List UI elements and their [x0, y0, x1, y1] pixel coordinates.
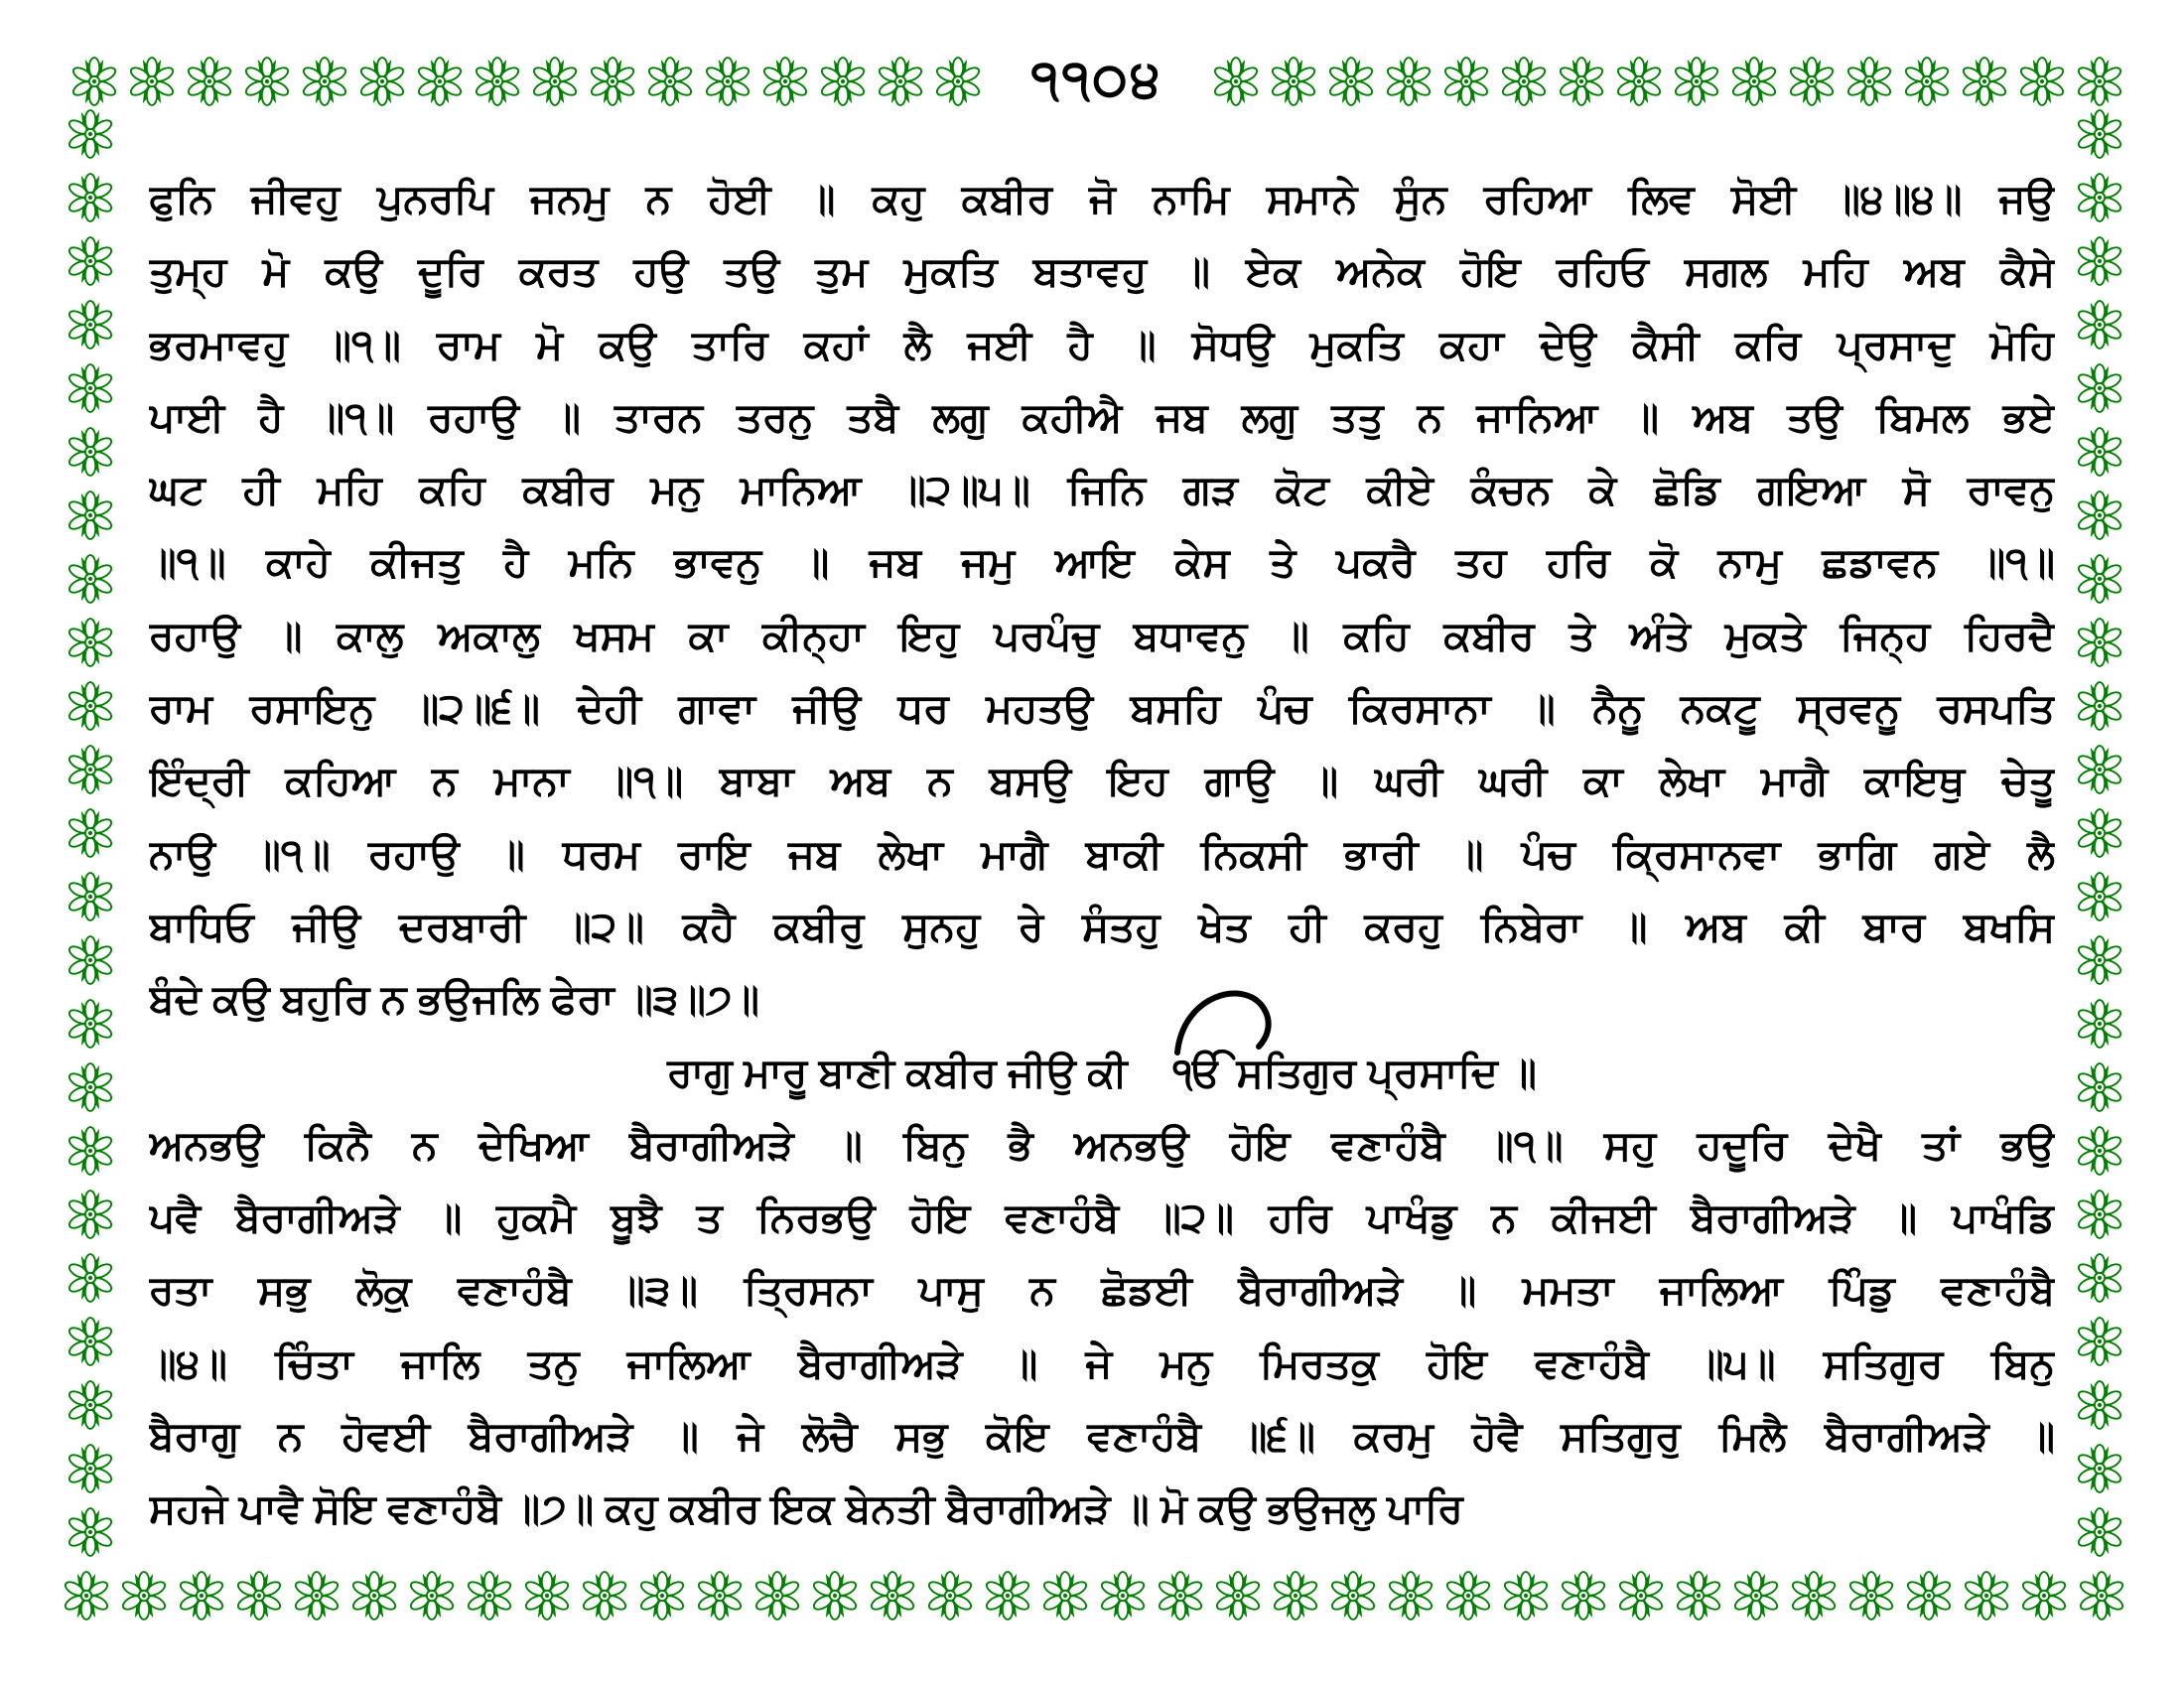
flower-icon — [1328, 1571, 1378, 1620]
text-line: ਰਾਮ ਰਸਾਇਨੁ ॥੨॥੬॥ ਦੇਹੀ ਗਾਵਾ ਜੀਉ ਧਰ ਮਹਤਉ ਬਸਹਿ ਪੰਚ ਕਿਰਸਾਨਾ ॥ ਨੈਨੂ ਨਕਟੂ ਸ੍ਰਵਨੂ ਰਸਪਤਿ — [149, 685, 2055, 732]
flower-icon — [876, 57, 925, 106]
flower-icon — [66, 363, 115, 413]
text-line: ਰਤਾ ਸਭੁ ਲੋਕੁ ਵਣਾਹੰਬੈ ॥੩॥ ਤ੍ਰਿਸਨਾ ਪਾਸੁ ਨ ਛੋਡਈ ਬੈਰਾਗੀਅੜੇ ॥ ਮਮਤਾ ਜਾਲਿਆ ਪਿੰਡੁ ਵਣਾਹੰਬੈ — [149, 1267, 2055, 1314]
flower-icon — [1672, 57, 1721, 106]
flower-icon — [530, 57, 580, 106]
flower-icon — [983, 1571, 1032, 1620]
flower-icon — [1904, 1571, 1954, 1620]
flower-icon — [62, 1571, 111, 1620]
flower-icon — [2075, 363, 2124, 413]
flower-icon — [1098, 1571, 1148, 1620]
top-right-flower-strip — [1211, 57, 2124, 106]
ik-onkar-symbol: ੴ — [1173, 1037, 1223, 1109]
flower-icon — [349, 1571, 399, 1620]
text-line: ਸਹਜੇ ਪਾਵੈ ਸੋਇ ਵਣਾਹੰਬੈ ॥੭॥ ਕਹੁ ਕਬੀਰ ਇਕ ਬੇਨਤੀ ਬੈਰਾਗੀਅੜੇ ॥ ਮੋ ਕਉ ਭਉਜਲੁ ਪਾਰਿ — [149, 1485, 1463, 1532]
flower-icon — [1614, 57, 1664, 106]
text-line: ਬੈਰਾਗੁ ਨ ਹੋਵਈ ਬੈਰਾਗੀਅੜੇ ॥ ਜੇ ਲੋਚੈ ਸਭੁ ਕੋਇ ਵਣਾਹੰਬੈ ॥੬॥ ਕਰਮੁ ਹੋਵੈ ਸਤਿਗੁਰੁ ਮਿਲੈ ਬੈਰਾਗੀਅੜੇ ॥ — [149, 1413, 2055, 1460]
flower-icon — [1846, 1571, 1896, 1620]
flower-icon — [695, 1571, 745, 1620]
flower-icon — [1557, 57, 1606, 106]
flower-icon — [66, 999, 115, 1049]
flower-icon — [473, 57, 522, 106]
flower-icon — [2075, 554, 2124, 604]
top-left-flower-strip — [69, 57, 983, 106]
text-line: ਪਾਈ ਹੈ ॥੧॥ ਰਹਾਉ ॥ ਤਾਰਨ ਤਰਨੁ ਤਬੈ ਲਗੁ ਕਹੀਐ ਜਬ ਲਗੁ ਤਤੁ ਨ ਜਾਨਿਆ ॥ ਅਬ ਤਉ ਬਿਮਲ ਭਏ — [149, 393, 2055, 440]
flower-icon — [407, 1571, 457, 1620]
flower-icon — [1674, 1571, 1723, 1620]
flower-icon — [868, 1571, 917, 1620]
flower-icon — [66, 681, 115, 731]
flower-icon — [2075, 1126, 2124, 1176]
flower-icon — [580, 1571, 629, 1620]
flower-icon — [234, 1571, 284, 1620]
text-line: ਇੰਦ੍ਰੀ ਕਹਿਆ ਨ ਮਾਨਾ ॥੧॥ ਬਾਬਾ ਅਬ ਨ ਬਸਉ ਇਹ ਗਾਉ ॥ ਘਰੀ ਘਰੀ ਕਾ ਲੇਖਾ ਮਾਗੈ ਕਾਇਥੁ ਚੇਤੂ — [149, 758, 2055, 804]
flower-icon — [2075, 1444, 2124, 1493]
flower-icon — [2075, 1253, 2124, 1303]
flower-icon — [66, 1126, 115, 1176]
flower-icon — [66, 872, 115, 921]
flower-icon — [703, 57, 752, 106]
flower-icon — [1271, 1571, 1320, 1620]
text-line: ਘਟ ਹੀ ਮਹਿ ਕਹਿ ਕਬੀਰ ਮਨੁ ਮਾਨਿਆ ॥੨॥੫॥ ਜਿਨਿ ਗੜ ਕੋਟ ਕੀਏ ਕੰਚਨ ਕੇ ਛੋਡਿ ਗਇਆ ਸੋ ਰਾਵਨੁ — [149, 467, 2055, 513]
flower-icon — [1499, 57, 1549, 106]
flower-icon — [522, 1571, 572, 1620]
flower-icon — [119, 1571, 169, 1620]
flower-icon — [66, 1507, 115, 1557]
flower-icon — [2075, 1190, 2124, 1239]
flower-icon — [66, 1444, 115, 1493]
flower-icon — [300, 57, 349, 106]
flower-icon — [2075, 427, 2124, 477]
flower-icon — [66, 300, 115, 350]
flower-icon — [66, 491, 115, 540]
flower-icon — [818, 57, 868, 106]
text-line: ਬਾਧਿਓ ਜੀਉ ਦਰਬਾਰੀ ॥੨॥ ਕਹੈ ਕਬੀਰੁ ਸੁਨਹੁ ਰੇ ਸੰਤਹੁ ਖੇਤ ਹੀ ਕਰਹੁ ਨਿਬੇਰਾ ॥ ਅਬ ਕੀ ਬਾਰ ਬਖਸਿ — [149, 903, 2055, 949]
flower-icon — [127, 57, 177, 106]
text-line: ॥੧॥ ਕਾਹੇ ਕੀਜਤੁ ਹੈ ਮਨਿ ਭਾਵਨੁ ॥ ਜਬ ਜਮੁ ਆਇ ਕੇਸ ਤੇ ਪਕਰੈ ਤਹ ਹਰਿ ਕੋ ਨਾਮੁ ਛਡਾਵਨ ॥੧॥ — [149, 539, 2055, 586]
flower-icon — [752, 1571, 802, 1620]
flower-icon — [2075, 109, 2124, 159]
flower-icon — [2017, 57, 2067, 106]
flower-icon — [2075, 236, 2124, 286]
flower-icon — [1902, 57, 1952, 106]
scripture-text — [149, 163, 2055, 1546]
flower-icon — [66, 1253, 115, 1303]
flower-icon — [2075, 300, 2124, 350]
text-line: ਫੁਨਿ ਜੀਵਹੁ ਪੁਨਰਪਿ ਜਨਮੁ ਨ ਹੋਈ ॥ ਕਹੁ ਕਬੀਰ ਜੋ ਨਾਮਿ ਸਮਾਨੇ ਸੁੰਨ ਰਹਿਆ ਲਿਵ ਸੋਈ ॥੪॥੪॥ ਜਉ — [149, 176, 2055, 221]
raga-heading — [149, 1037, 2055, 1109]
flower-icon — [185, 57, 234, 106]
flower-icon — [465, 1571, 514, 1620]
flower-icon — [1844, 57, 1894, 106]
text-line: ਬੰਦੇ ਕਉ ਬਹੁਰਿ ਨ ਭਉਜਲਿ ਫੇਰਾ ॥੩॥੭॥ — [149, 976, 759, 1023]
flower-icon — [1269, 57, 1318, 106]
flower-icon — [637, 1571, 687, 1620]
flower-icon — [66, 173, 115, 222]
flower-icon — [760, 57, 810, 106]
flower-icon — [2075, 1062, 2124, 1112]
flower-icon — [242, 57, 292, 106]
flower-icon — [2075, 173, 2124, 222]
flower-icon — [66, 1317, 115, 1366]
flower-icon — [2075, 745, 2124, 794]
text-line: ਰਹਾਉ ॥ ਕਾਲੁ ਅਕਾਲੁ ਖਸਮ ਕਾ ਕੀਨ੍ਹਾ ਇਹੁ ਪਰਪੰਚੁ ਬਧਾਵਨੁ ॥ ਕਹਿ ਕਬੀਰ ਤੇ ਅੰਤੇ ਮੁਕਤੇ ਜਿਨ੍ਹ ਹਿਰਦੈ — [149, 612, 2055, 658]
page-number: ੧੧੦੪ — [1030, 50, 1163, 108]
flower-icon — [66, 109, 115, 159]
flower-icon — [2077, 1571, 2126, 1620]
flower-icon — [1386, 1571, 1435, 1620]
flower-icon — [810, 1571, 860, 1620]
flower-icon — [2075, 1317, 2124, 1366]
flower-icon — [177, 1571, 226, 1620]
flower-icon — [1787, 57, 1837, 106]
flower-icon — [1213, 1571, 1263, 1620]
flower-icon — [66, 554, 115, 604]
flower-icon — [1501, 1571, 1551, 1620]
left-flower-border — [66, 109, 115, 1557]
flower-icon — [357, 57, 407, 106]
invocation: ਸਤਿਗੁਰ ਪ੍ਰਸਾਦਿ ॥ — [1236, 1049, 1537, 1095]
flower-icon — [2075, 808, 2124, 858]
flower-icon — [66, 1190, 115, 1239]
flower-icon — [1040, 1571, 1090, 1620]
flower-icon — [66, 1380, 115, 1430]
flower-icon — [1960, 57, 2009, 106]
flower-icon — [415, 57, 465, 106]
bottom-flower-border — [62, 1571, 2126, 1620]
flower-icon — [1559, 1571, 1608, 1620]
flower-icon — [2075, 681, 2124, 731]
text-line: ਤੁਮ੍ਹ ਮੋ ਕਉ ਦੂਰਿ ਕਰਤ ਹਉ ਤਉ ਤੁਮ ਮੁਕਤਿ ਬਤਾਵਹੁ ॥ ਏਕ ਅਨੇਕ ਹੋਇ ਰਹਿਓ ਸਗਲ ਮਹਿ ਅਬ ਕੈਸੇ — [149, 248, 2055, 295]
flower-icon — [292, 1571, 341, 1620]
flower-icon — [66, 808, 115, 858]
flower-icon — [66, 745, 115, 794]
flower-icon — [1156, 1571, 1205, 1620]
raga-title: ਰਾਗੁ ਮਾਰੂ ਬਾਣੀ ਕਬੀਰ ਜੀਉ ਕੀ — [667, 1049, 1128, 1095]
flower-icon — [1384, 57, 1433, 106]
flower-icon — [1326, 57, 1376, 106]
flower-icon — [1729, 57, 1779, 106]
flower-icon — [1211, 57, 1261, 106]
text-line: ॥੪॥ ਚਿੰਤਾ ਜਾਲਿ ਤਨੁ ਜਾਲਿਆ ਬੈਰਾਗੀਅੜੇ ॥ ਜੇ ਮਨੁ ਮਿਰਤਕੁ ਹੋਇ ਵਣਾਹੰਬੈ ॥੫॥ ਸਤਿਗੁਰ ਬਿਨੁ — [149, 1339, 2055, 1386]
flower-icon — [1962, 1571, 2011, 1620]
text-line: ਪਵੈ ਬੈਰਾਗੀਅੜੇ ॥ ਹੁਕਮੈ ਬੂਝੈ ਤ ਨਿਰਭਉ ਹੋਇ ਵਣਾਹੰਬੈ ॥੨॥ ਹਰਿ ਪਾਖੰਡੁ ਨ ਕੀਜਈ ਬੈਰਾਗੀਅੜੇ ॥ ਪਾਖੰਡਿ — [149, 1195, 2055, 1241]
flower-icon — [69, 57, 119, 106]
flower-icon — [2075, 618, 2124, 667]
flower-icon — [66, 935, 115, 985]
flower-icon — [2075, 57, 2124, 106]
flower-icon — [2075, 872, 2124, 921]
flower-icon — [1731, 1571, 1781, 1620]
text-line: ਅਨਭਉ ਕਿਨੈ ਨ ਦੇਖਿਆ ਬੈਰਾਗੀਅੜੇ ॥ ਬਿਨੁ ਭੈ ਅਨਭਉ ਹੋਇ ਵਣਾਹੰਬੈ ॥੧॥ ਸਹੁ ਹਦੂਰਿ ਦੇਖੈ ਤਾਂ ਭਉ — [149, 1121, 2055, 1168]
flower-icon — [2075, 1380, 2124, 1430]
flower-icon — [2075, 1507, 2124, 1557]
flower-icon — [645, 57, 695, 106]
text-line: ਨਾਉ ॥੧॥ ਰਹਾਉ ॥ ਧਰਮ ਰਾਇ ਜਬ ਲੇਖਾ ਮਾਗੈ ਬਾਕੀ ਨਿਕਸੀ ਭਾਰੀ ॥ ਪੰਚ ਕ੍ਰਿਸਾਨਵਾ ਭਾਗਿ ਗਏ ਲੈ — [149, 830, 2055, 877]
flower-icon — [1443, 1571, 1493, 1620]
flower-icon — [66, 236, 115, 286]
text-line: ਭਰਮਾਵਹੁ ॥੧॥ ਰਾਮ ਮੋ ਕਉ ਤਾਰਿ ਕਹਾਂ ਲੈ ਜਈ ਹੈ ॥ ਸੋਧਉ ਮੁਕਤਿ ਕਹਾ ਦੇਉ ਕੈਸੀ ਕਰਿ ਪ੍ਰਸਾਦੁ ਮੋਹਿ — [149, 321, 2055, 367]
flower-icon — [2019, 1571, 2069, 1620]
right-flower-border — [2075, 109, 2124, 1557]
flower-icon — [2075, 935, 2124, 985]
flower-icon — [1789, 1571, 1839, 1620]
flower-icon — [2075, 491, 2124, 540]
flower-icon — [925, 1571, 975, 1620]
flower-icon — [933, 57, 983, 106]
flower-icon — [2075, 999, 2124, 1049]
flower-icon — [1616, 1571, 1666, 1620]
top-ornament-border — [69, 50, 2124, 109]
flower-icon — [588, 57, 637, 106]
flower-icon — [66, 1062, 115, 1112]
flower-icon — [66, 427, 115, 477]
flower-icon — [66, 618, 115, 667]
flower-icon — [1441, 57, 1491, 106]
